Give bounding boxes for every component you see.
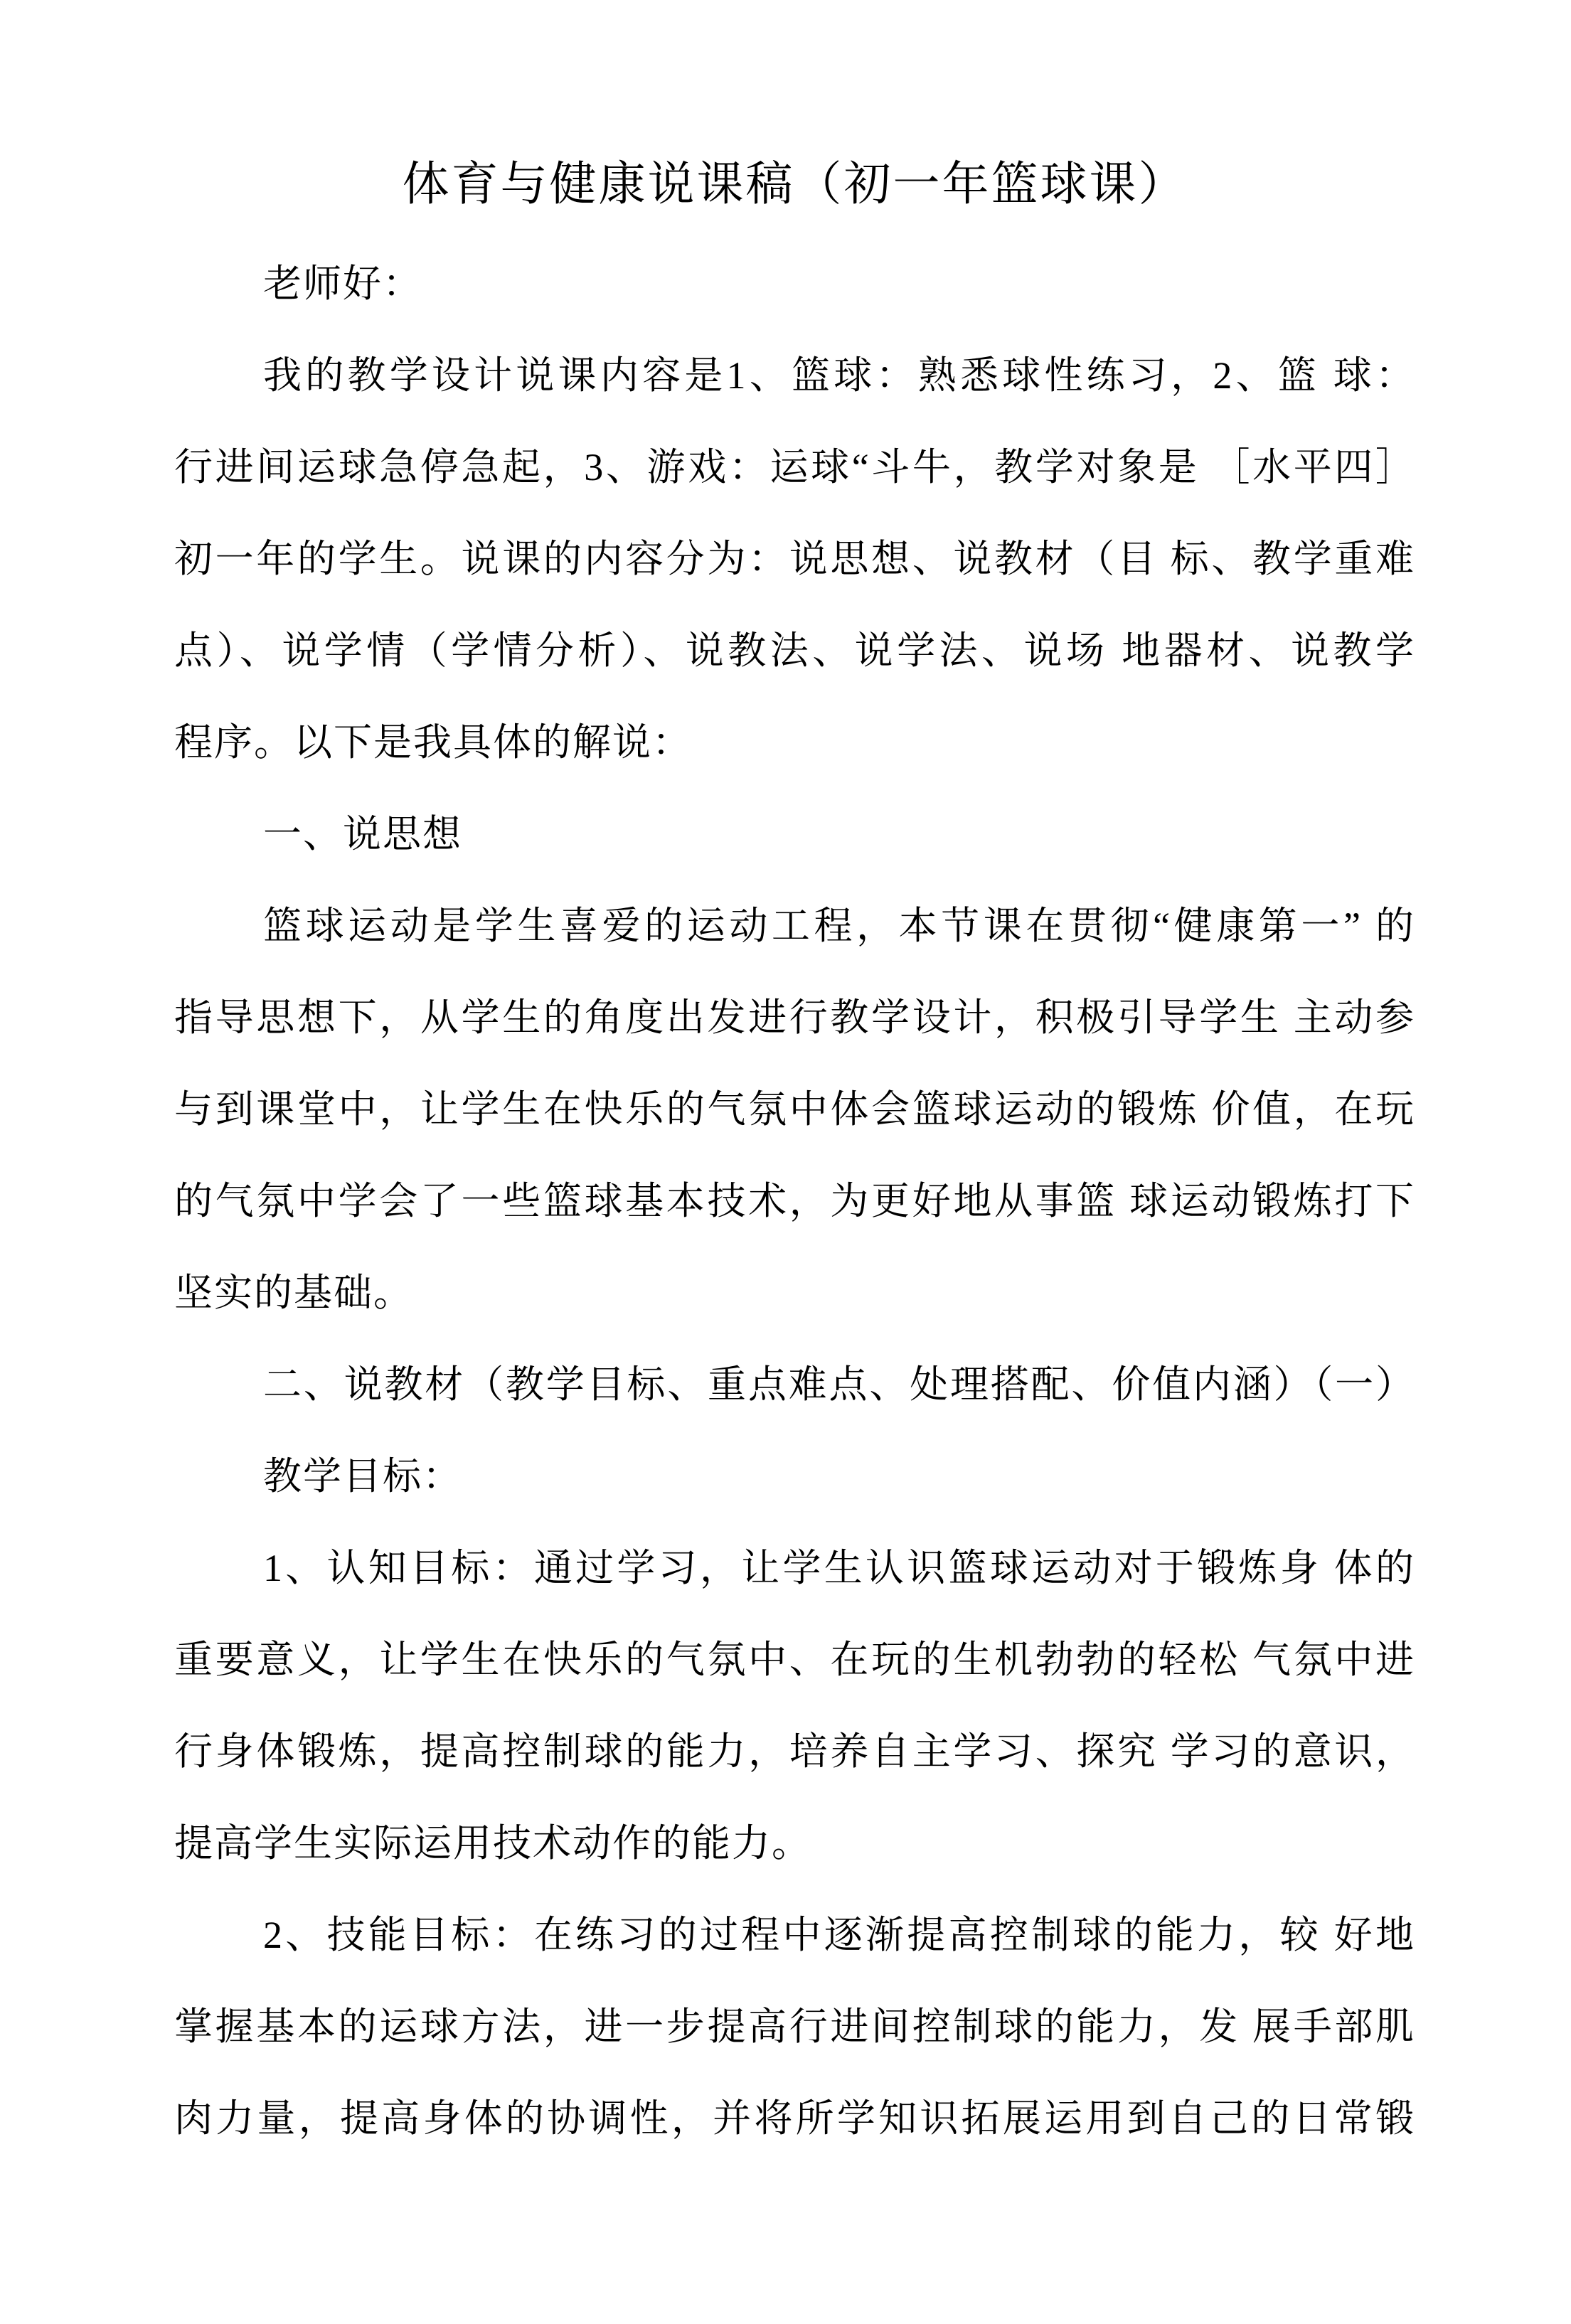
text-line: 行身体锻炼，提高控制球的能力，培养自主学习、探究 学习的意识， — [174, 1730, 1415, 1773]
document-body — [174, 238, 1415, 2165]
text-line: 点）、说学情（学情分析）、说教法、说学法、说场 地器材、说教学 — [174, 629, 1415, 672]
text-line: 初一年的学生。说课的内容分为：说思想、说教材（目 标、教学重难 — [174, 538, 1415, 580]
text-line: 我的教学设计说课内容是1、篮球：熟悉球性练习，2、篮 球： — [263, 354, 1415, 397]
text-line: 与到课堂中，让学生在快乐的气氛中体会篮球运动的锻炼 价值，在玩 — [174, 1088, 1415, 1131]
text-line: 坚实的基础。 — [174, 1272, 413, 1314]
text-line: 老师好： — [263, 262, 422, 305]
text-line: 指导思想下，从学生的角度出发进行教学设计，积极引导学生 主动参 — [174, 996, 1415, 1039]
text-line: 掌握基本的运球方法，进一步提高行进间控制球的能力，发 展手部肌 — [174, 2005, 1415, 2048]
text-line: 篮球运动是学生喜爱的运动工程，本节课在贯彻“健康第一” 的 — [263, 905, 1415, 947]
page-title: 体育与健康说课稿（初一年篮球课） — [402, 159, 1188, 210]
text-line: 1、认知目标：通过学习，让学生认识篮球运动对于锻炼身 体的 — [263, 1547, 1415, 1589]
text-line: 提高学生实际运用技术动作的能力。 — [174, 1822, 811, 1865]
text-line: 教学目标： — [263, 1455, 462, 1498]
text-line: 肉力量，提高身体的协调性，并将所学知识拓展运用到自己的日常锻 — [174, 2097, 1415, 2140]
text-line: 的气氛中学会了一些篮球基本技术，为更好地从事篮 球运动锻炼打下 — [174, 1180, 1415, 1222]
text-line: 程序。以下是我具体的解说： — [174, 721, 692, 764]
text-line: 二、说教材（教学目标、重点难点、处理搭配、价值内涵）（一） — [263, 1363, 1415, 1406]
text-line: 行进间运球急停急起，3、游戏：运球“斗牛，教学对象是 ［水平四］ — [174, 446, 1415, 489]
text-line: 一、说思想 — [263, 813, 462, 855]
text-line: 重要意义，让学生在快乐的气氛中、在玩的生机勃勃的轻松 气氛中进 — [174, 1638, 1415, 1681]
text-line: 2、技能目标：在练习的过程中逐渐提高控制球的能力，较 好地 — [263, 1914, 1415, 1956]
